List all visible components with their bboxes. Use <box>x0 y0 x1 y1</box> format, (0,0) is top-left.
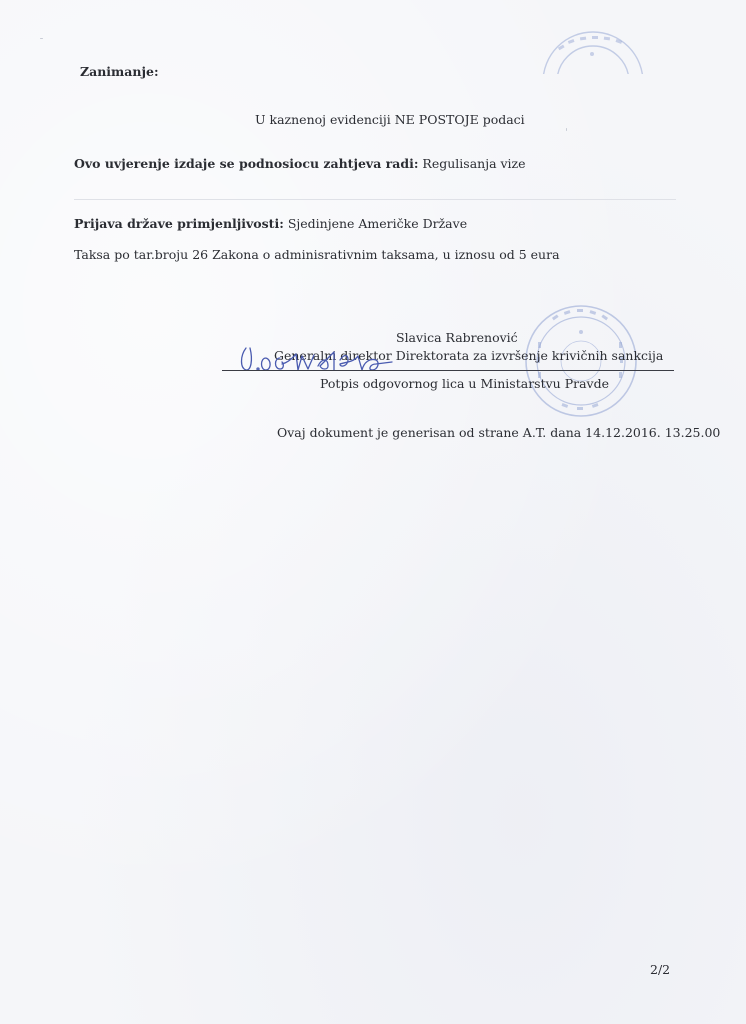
page-number: 2/2 <box>650 962 671 977</box>
country-label: Prijava države primjenljivosti: <box>74 216 284 231</box>
signer-title: Generalni direktor Direktorata za izvršenje krivičnih sankcija <box>274 348 664 363</box>
signature-line <box>222 370 674 371</box>
purpose-value: Regulisanja vize <box>422 156 526 171</box>
occupation-label: Zanimanje: <box>80 64 159 79</box>
scan-speck <box>40 38 43 39</box>
criminal-record-status: U kaznenoj evidenciji NE POSTOJE podaci <box>255 112 525 127</box>
handwritten-signature <box>236 336 416 380</box>
purpose-label: Ovo uvjerenje izdaje se podnosiocu zahtjeva radi: <box>74 156 419 171</box>
official-stamp-top <box>538 24 648 74</box>
country-row <box>74 216 467 232</box>
section-divider <box>74 199 676 200</box>
generated-note: Ovaj dokument je generisan od strane A.T. dana 14.12.2016. 13.25.00 <box>277 425 721 440</box>
fee-note: Taksa po tar.broju 26 Zakona o adminisrativnim taksama, u iznosu od 5 eura <box>74 247 560 262</box>
signer-name: Slavica Rabrenović <box>396 330 518 345</box>
signature-caption: Potpis odgovornog lica u Ministarstvu Pravde <box>320 376 609 391</box>
scan-speck <box>566 128 567 131</box>
country-value: Sjedinjene Američke Države <box>287 216 468 231</box>
purpose-row <box>74 156 526 172</box>
